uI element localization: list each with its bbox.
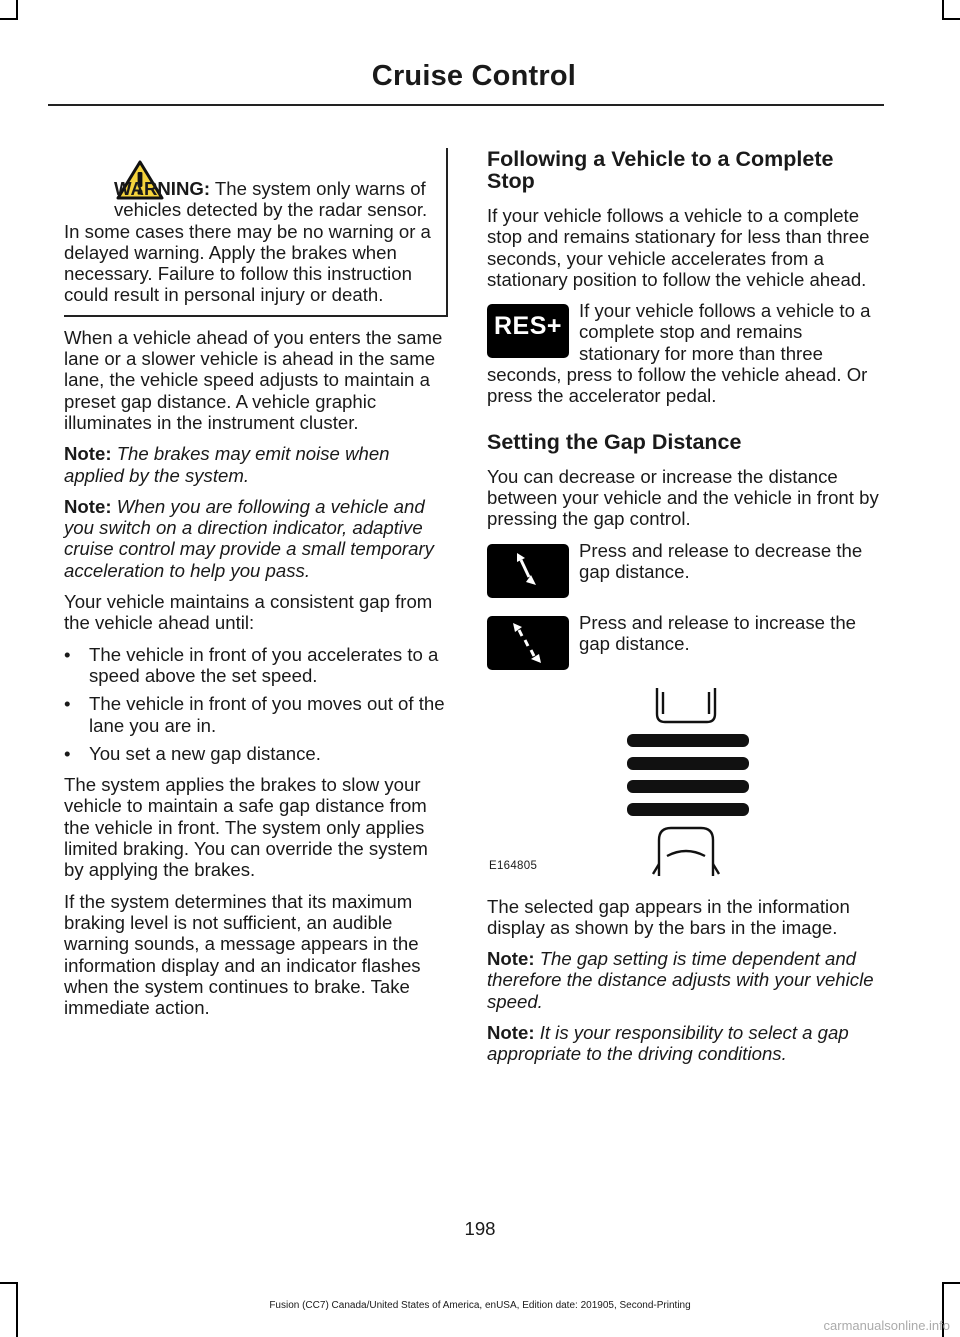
edition-footer: Fusion (CC7) Canada/United States of America, enUSA, Edition date: 201905, Second-Printing xyxy=(269,1300,691,1311)
paragraph-braking: The system applies the brakes to slow your vehicle to maintain a safe gap distance from the vehicle in front. The system only applies limited braking. You can override the system by applying the brakes. xyxy=(64,774,428,881)
gap-decrease-text: Press and release to decrease the gap distance. xyxy=(579,539,863,582)
crop-mark xyxy=(942,1282,960,1284)
paragraph-complete-stop: If your vehicle follows a vehicle to a complete stop and remains stationary for less than three seconds, your vehicle accelerates from a stationary position to follow the vehicle ahead. xyxy=(487,205,870,290)
gap-decrease-row xyxy=(487,540,881,602)
note-text: The gap setting is time dependent and therefore the distance adjusts with your vehicle speed. xyxy=(487,948,874,1012)
gap-decrease-icon xyxy=(487,544,569,598)
note-label: Note: xyxy=(487,1022,535,1044)
warning-text xyxy=(64,178,440,306)
list-item-text: The vehicle in front of you accelerates to a speed above the set speed. xyxy=(89,643,439,686)
gap-increase-icon xyxy=(487,616,569,670)
note-responsibility xyxy=(487,1022,881,1065)
crop-mark xyxy=(942,0,944,20)
note-direction-indicator xyxy=(64,496,448,581)
gap-increase-row xyxy=(487,612,881,674)
note-label: Note: xyxy=(64,443,112,465)
header-rule xyxy=(48,104,884,106)
figure-code: E164805 xyxy=(489,860,538,873)
bullet: • xyxy=(64,643,71,665)
paragraph-gap-adjust: When a vehicle ahead of you enters the same lane or a slower vehicle is ahead in the same lane, the vehicle speed adjusts to maintain a preset gap distance. A vehicle graphic illuminates in the instrument cluster. xyxy=(64,326,443,433)
res-plus-button-icon xyxy=(487,304,569,358)
own-vehicle-graphic xyxy=(653,828,719,876)
bullet: • xyxy=(64,742,71,764)
note-text: It is your responsibility to select a gap appropriate to the driving conditions. xyxy=(487,1022,849,1065)
list-item xyxy=(64,644,448,687)
heading-complete-stop: Following a Vehicle to a Complete Stop xyxy=(487,147,834,193)
paragraph-gap-control: You can decrease or increase the distance between your vehicle and the vehicle in front by pressing the gap control. xyxy=(487,465,879,530)
note-text: The brakes may emit noise when applied by the system. xyxy=(64,443,390,486)
crop-mark xyxy=(0,1282,18,1284)
note-label: Note: xyxy=(64,495,112,517)
gap-bars xyxy=(627,734,749,816)
list-item xyxy=(64,693,448,736)
lead-vehicle-graphic xyxy=(657,688,715,722)
list-item-text: The vehicle in front of you moves out of the lane you are in. xyxy=(89,693,445,736)
gap-bars-figure xyxy=(487,684,881,880)
bullet: • xyxy=(64,693,71,715)
warning-body: The system only warns of vehicles detected by the radar sensor. In some cases there may be no warning or a delayed warning. Apply the brakes when necessary. Failure to follow this instruction could result in personal injury or death. xyxy=(64,178,431,306)
res-instruction xyxy=(487,300,881,406)
note-time-dependent xyxy=(487,948,881,1012)
gap-distance-illustration xyxy=(487,684,881,880)
warning-label: WARNING: xyxy=(114,178,211,199)
res-instruction-text: If your vehicle follows a vehicle to a complete stop and remains stationary for more than three seconds, press to follow the vehicle ahead. Or press the accelerator pedal. xyxy=(487,300,871,407)
paragraph-max-braking: If the system determines that its maximum braking level is not sufficient, an audible warning sounds, a message appears in the information display and an indicator flashes when the system continues to brake. Take immediate action. xyxy=(64,890,421,1019)
page-number: 198 xyxy=(464,1218,496,1239)
right-column xyxy=(487,148,881,1075)
note-text: When you are following a vehicle and you switch on a direction indicator, adaptive cruise control may provide a small temporary acceleration to help you pass. xyxy=(64,495,434,581)
crop-mark xyxy=(942,18,960,20)
note-brake-noise xyxy=(64,443,448,486)
paragraph-selected-gap: The selected gap appears in the information display as shown by the bars in the image. xyxy=(487,895,850,938)
heading-gap-distance: Setting the Gap Distance xyxy=(487,429,742,454)
crop-mark xyxy=(0,18,18,20)
page-title: Cruise Control xyxy=(371,60,576,92)
warning-box xyxy=(64,148,448,317)
crop-mark xyxy=(16,0,18,20)
list-item xyxy=(64,743,448,764)
watermark-link[interactable]: carmanualsonline.info xyxy=(823,1318,950,1333)
res-plus-label: RES+ xyxy=(493,312,562,341)
list-item-text: You set a new gap distance. xyxy=(89,742,321,764)
paragraph-consistent-gap: Your vehicle maintains a consistent gap from the vehicle ahead until: xyxy=(64,591,433,634)
bullet-list xyxy=(64,644,448,764)
gap-increase-text: Press and release to increase the gap distance. xyxy=(579,611,856,654)
note-label: Note: xyxy=(487,948,535,970)
left-column xyxy=(64,148,448,1028)
